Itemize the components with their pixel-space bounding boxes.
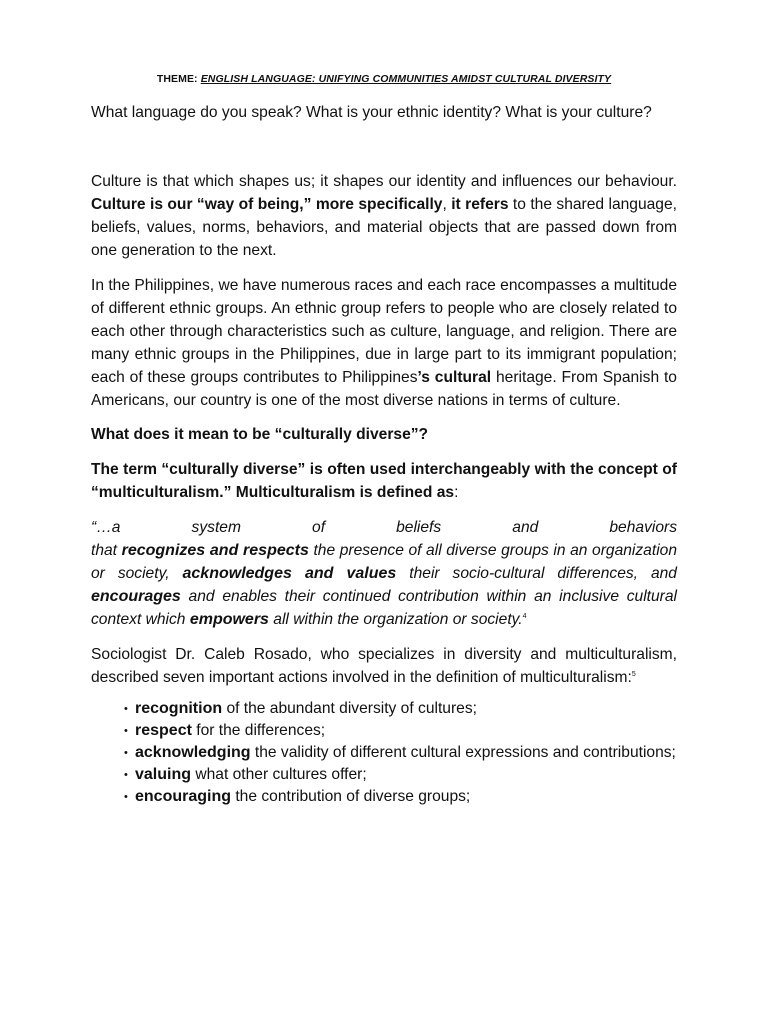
philippines-text-2: heritage. From Spanish to Americans, our country is one of the most diverse nations in terms of culture. xyxy=(91,369,677,409)
term-colon: : xyxy=(454,484,459,501)
action-text: of the abundant diversity of cultures; xyxy=(222,700,477,717)
bullet-icon: • xyxy=(124,725,128,737)
actions-list xyxy=(91,699,677,807)
list-item xyxy=(113,787,677,807)
action-text: what other cultures offer; xyxy=(191,766,367,783)
rosado-text: Sociologist Dr. Caleb Rosado, who specializes in diversity and multiculturalism, described seven important actions involved in the definition of multiculturalism: xyxy=(91,646,677,686)
culture-text-2: , xyxy=(442,196,452,213)
intro-questions: What language do you speak? What is your ethnic identity? What is your culture? xyxy=(91,104,652,121)
footnote-ref-4: 4 xyxy=(522,612,527,620)
quote-text-2: that xyxy=(91,542,122,559)
list-item xyxy=(113,699,677,719)
quote-body xyxy=(91,539,677,631)
culture-text-1: Culture is that which shapes us; it shapes our identity and influences our behaviour. xyxy=(91,173,677,190)
philippines-bold-1: ’s cultural xyxy=(417,369,492,386)
culture-paragraph xyxy=(91,170,677,262)
bullet-icon: • xyxy=(124,703,128,715)
rosado-paragraph xyxy=(91,643,677,689)
action-text: the contribution of diverse groups; xyxy=(231,788,471,805)
bullet-icon: • xyxy=(124,747,128,759)
quote-bold-empowers: empowers xyxy=(189,611,269,628)
philippines-paragraph xyxy=(91,274,677,412)
action-term: valuing xyxy=(135,766,192,783)
action-text: for the differences; xyxy=(191,722,326,739)
quote-text-5: and enables their continued contribution within an inclusive cultural context which xyxy=(91,588,677,628)
list-item xyxy=(113,743,677,763)
quote-text-4: their socio-cultural differences, and xyxy=(396,565,677,582)
culture-bold-1: Culture is our “way of being,” more specifically xyxy=(91,196,443,213)
quote-bold-recognizes: recognizes and respects xyxy=(121,542,309,559)
culture-text-3: to the shared language, beliefs, values, norms, behaviors, and material objects that are passed down from one generation to the next. xyxy=(91,196,677,259)
quote-bold-encourages: encourages xyxy=(91,588,181,605)
quote-bold-acknowledges: acknowledges and values xyxy=(182,565,397,582)
bullet-icon: • xyxy=(124,769,128,781)
term-paragraph xyxy=(91,458,677,504)
quote-text-6: all within the organization or society. xyxy=(268,611,523,628)
quote-text-3: the presence of all diverse groups in an organization or society, xyxy=(91,542,677,582)
culture-bold-2: it refers xyxy=(451,196,509,213)
bullet-icon: • xyxy=(124,791,128,803)
theme-line xyxy=(0,73,768,85)
action-term: recognition xyxy=(135,700,223,717)
quote-first-line: “…a system of beliefs and behaviors xyxy=(91,519,677,536)
list-item xyxy=(113,765,677,785)
definition-quote xyxy=(91,516,677,631)
term-bold: The term “culturally diverse” is often used interchangeably with the concept of “multiculturalism.” Multiculturalism is defined as xyxy=(91,461,677,501)
theme-title: ENGLISH LANGUAGE: UNIFYING COMMUNITIES AMIDST CULTURAL DIVERSITY xyxy=(200,73,612,85)
action-term: encouraging xyxy=(135,788,232,805)
action-text: the validity of different cultural expressions and contributions; xyxy=(250,744,676,761)
action-term: respect xyxy=(135,722,192,739)
list-item xyxy=(113,721,677,741)
theme-label: THEME: xyxy=(156,73,198,85)
action-term: acknowledging xyxy=(135,744,251,761)
document-body xyxy=(91,101,677,809)
philippines-text-1: In the Philippines, we have numerous races and each race encompasses a multitude of different ethnic groups. An ethnic group refers to people who are closely related to each other through characteristics such as culture, language, and religion. There are many ethnic groups in the Philippines, due in large part to its immigrant population; each of these groups contributes to Philippines xyxy=(91,277,677,386)
section-heading: What does it mean to be “culturally diverse”? xyxy=(91,426,429,443)
footnote-ref-5: 5 xyxy=(631,670,636,678)
